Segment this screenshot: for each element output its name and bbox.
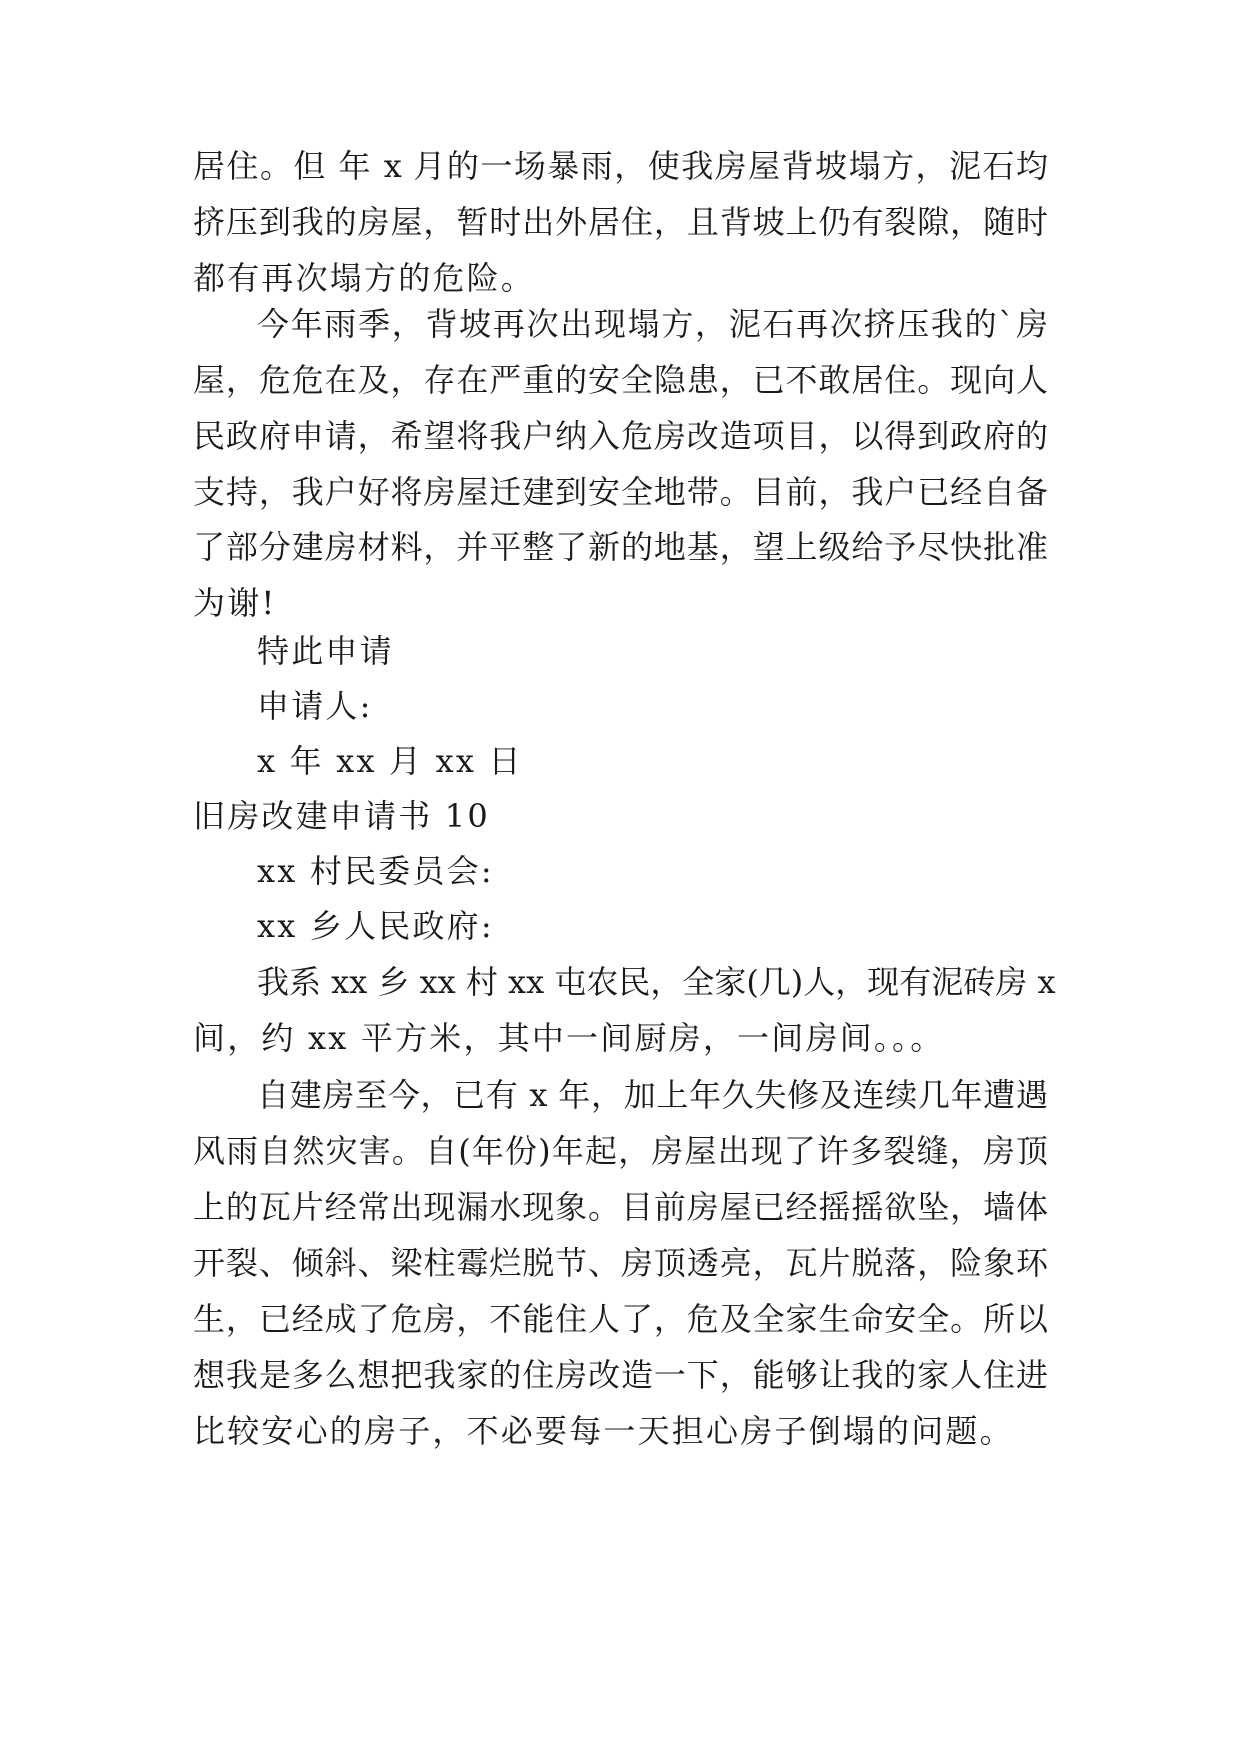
- section-title: 旧房改建申请书 10: [193, 797, 490, 835]
- paragraph-3-line: 间，约 xx 平方米，其中一间厨房，一间房间。。。: [193, 1019, 945, 1057]
- paragraph-4-line: 生，已经成了危房，不能住人了，危及全家生命安全。所以: [193, 1300, 1048, 1338]
- applicant-label: 申请人:: [257, 687, 373, 725]
- paragraph-2-line: 了部分建房材料，并平整了新的地基，望上级给予尽快批准: [193, 528, 1048, 566]
- paragraph-2-line: 屋，危危在及，存在严重的安全隐患，已不敢居住。现向人: [193, 361, 1048, 399]
- paragraph-1-line: 挤压到我的房屋，暂时出外居住，且背坡上仍有裂隙，随时: [193, 203, 1048, 241]
- date-line: x 年 xx 月 xx 日: [257, 742, 523, 780]
- paragraph-3-line: 我系 xx 乡 xx 村 xx 屯农民，全家(几)人，现有泥砖房 x: [257, 963, 1056, 1001]
- paragraph-4-line: 上的瓦片经常出现漏水现象。目前房屋已经摇摇欲坠，墙体: [193, 1188, 1048, 1226]
- paragraph-4-line: 风雨自然灾害。自(年份)年起，房屋出现了许多裂缝，房顶: [193, 1132, 1048, 1170]
- paragraph-4-line: 想我是多么想把我家的住房改造一下，能够让我的家人住进: [193, 1356, 1048, 1394]
- recipient-township-government: xx 乡人民政府:: [257, 907, 494, 945]
- recipient-village-committee: xx 村民委员会:: [257, 852, 494, 890]
- paragraph-4-line: 自建房至今，已有 x 年，加上年久失修及连续几年遭遇: [257, 1076, 1048, 1114]
- paragraph-2-line: 为谢!: [193, 584, 277, 622]
- paragraph-2-line: 今年雨季，背坡再次出现塌方，泥石再次挤压我的`房: [257, 305, 1048, 343]
- paragraph-4-line: 比较安心的房子，不必要每一天担心房子倒塌的问题。: [193, 1412, 1014, 1450]
- paragraph-4-line: 开裂、倾斜、梁柱霉烂脱节、房顶透亮，瓦片脱落，险象环: [193, 1244, 1048, 1282]
- paragraph-2-line: 支持，我户好将房屋迁建到安全地带。目前，我户已经自备: [193, 473, 1048, 511]
- closing-text: 特此申请: [257, 632, 394, 670]
- paragraph-1-line: 都有再次塌方的危险。: [193, 259, 536, 297]
- paragraph-2-line: 民政府申请，希望将我户纳入危房改造项目，以得到政府的: [193, 417, 1048, 455]
- paragraph-1-line: 居住。但 年 x 月的一场暴雨，使我房屋背坡塌方，泥石均: [193, 147, 1048, 185]
